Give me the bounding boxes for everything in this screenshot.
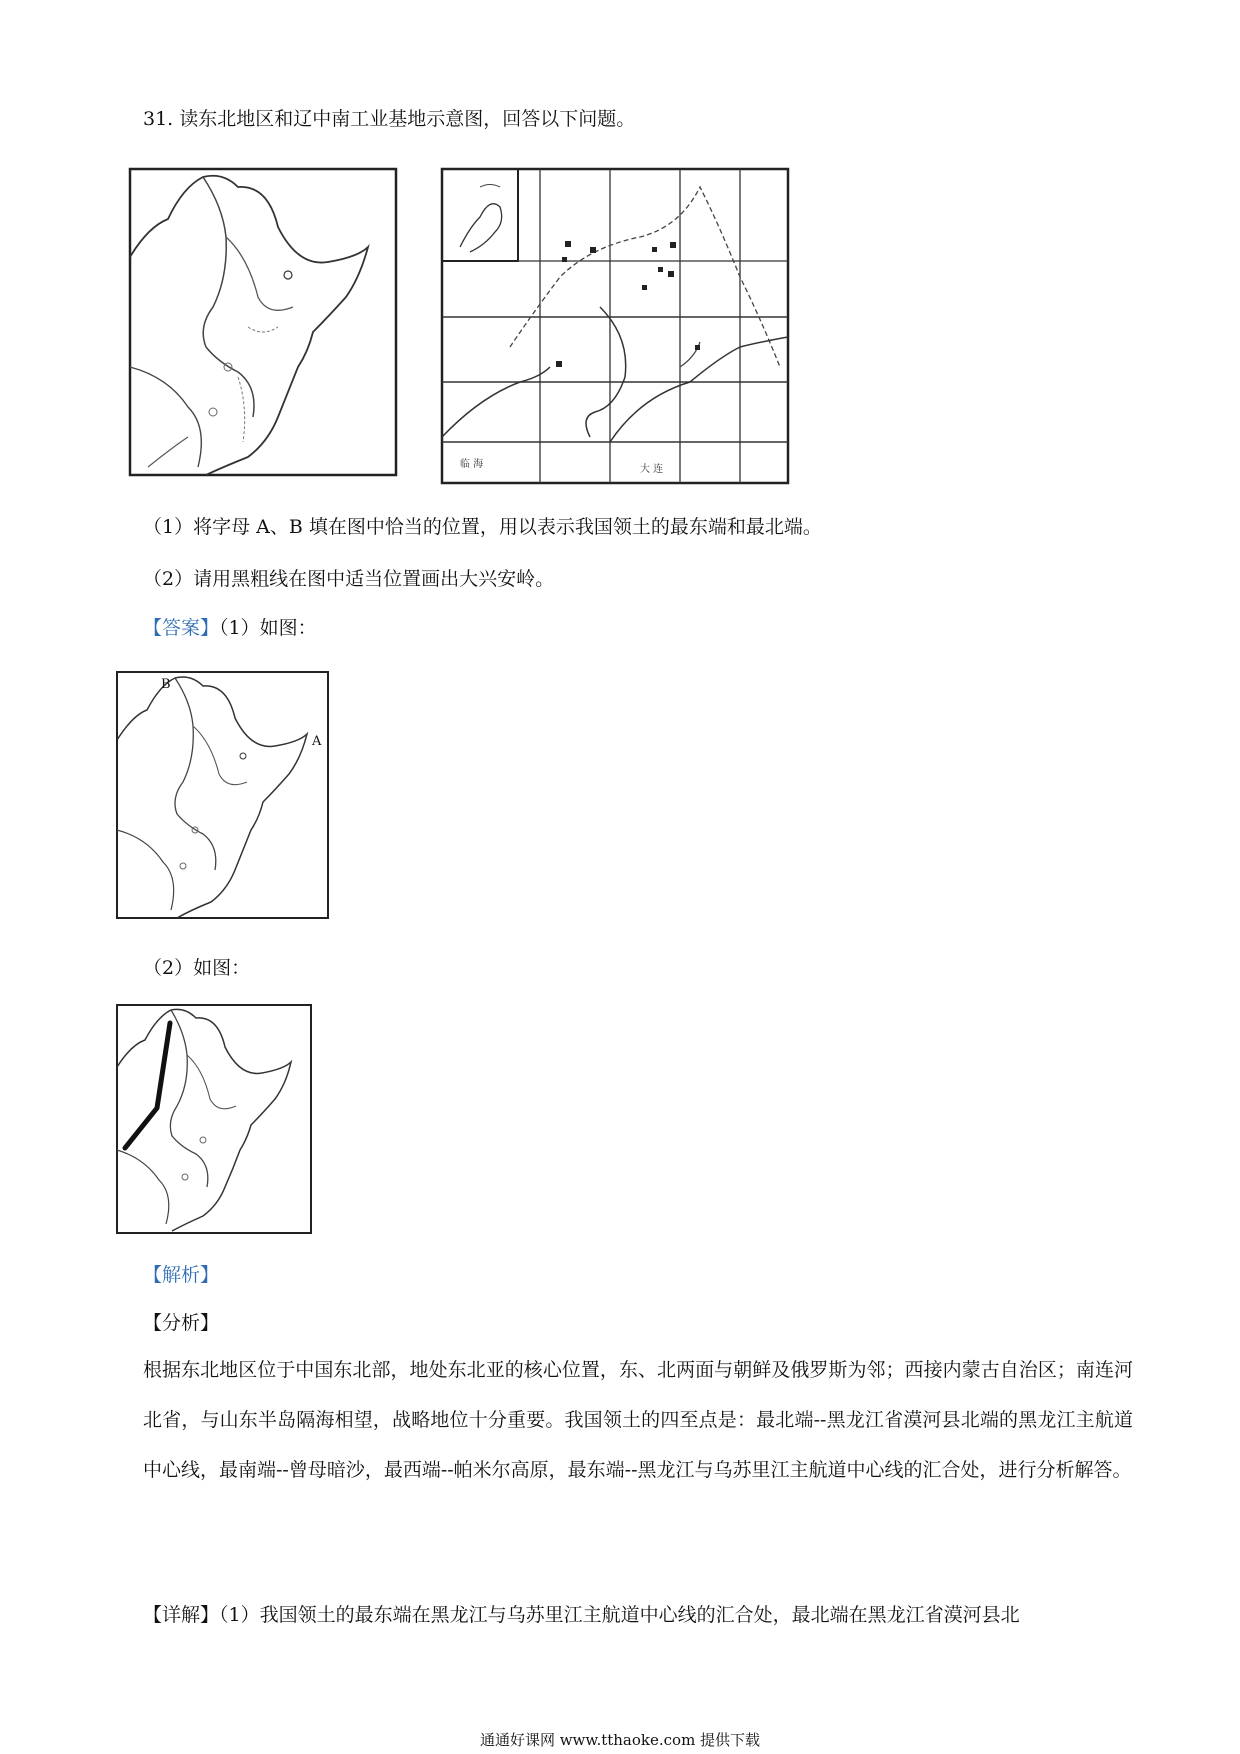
page-footer: 通通好课网 www.tthaoke.com 提供下载 (479, 1731, 761, 1749)
question-sub2: （2）请用黑粗线在图中适当位置画出大兴安岭。 (143, 568, 555, 590)
answer-part1: （1）如图： (219, 617, 317, 639)
answer-label-a: A (312, 734, 322, 749)
analysis-tag: 【解析】 (143, 1264, 220, 1286)
answer-map-2 (115, 1003, 313, 1235)
analysis-subtag: 【分析】 (143, 1312, 220, 1334)
detail-tag: 【详解】 (143, 1604, 220, 1626)
detail-line (143, 1602, 1020, 1628)
northeast-map (128, 167, 398, 477)
answer-label-b: B (161, 677, 171, 692)
map-label-bottom-left: 临 海 (460, 459, 484, 470)
analysis-text: 根据东北地区位于中国东北部，地处东北亚的核心位置，东、北两面与朝鲜及俄罗斯为邻；西接内蒙古自治区；南连河北省，与山东半岛隔海相望，战略地位十分重要。我国领土的四至点是：最北端--黑龙江省漠河县北端的黑龙江主航道中心线，最南端--曾母暗沙，最西端--帕米尔高原，最东端--黑龙江与乌苏里江主航道中心线的汇合处，进行分析解答。 (143, 1359, 1133, 1481)
detail-text: （1）我国领土的最东端在黑龙江与乌苏里江主航道中心线的汇合处，最北端在黑龙江省漠河县北 (219, 1604, 1020, 1626)
answer-map-1 (115, 670, 330, 920)
answer-part2: （2）如图： (143, 957, 251, 979)
question-stem: 31. 读东北地区和辽中南工业基地示意图，回答以下问题。 (143, 108, 636, 130)
question-sub1: （1）将字母 A、B 填在图中恰当的位置，用以表示我国领土的最东端和最北端。 (143, 516, 822, 538)
answer-line-1 (143, 615, 317, 641)
map-label-bottom-right: 大 连 (640, 464, 664, 475)
answer-tag: 【答案】 (143, 617, 220, 639)
liaozhongnan-map (440, 167, 790, 485)
